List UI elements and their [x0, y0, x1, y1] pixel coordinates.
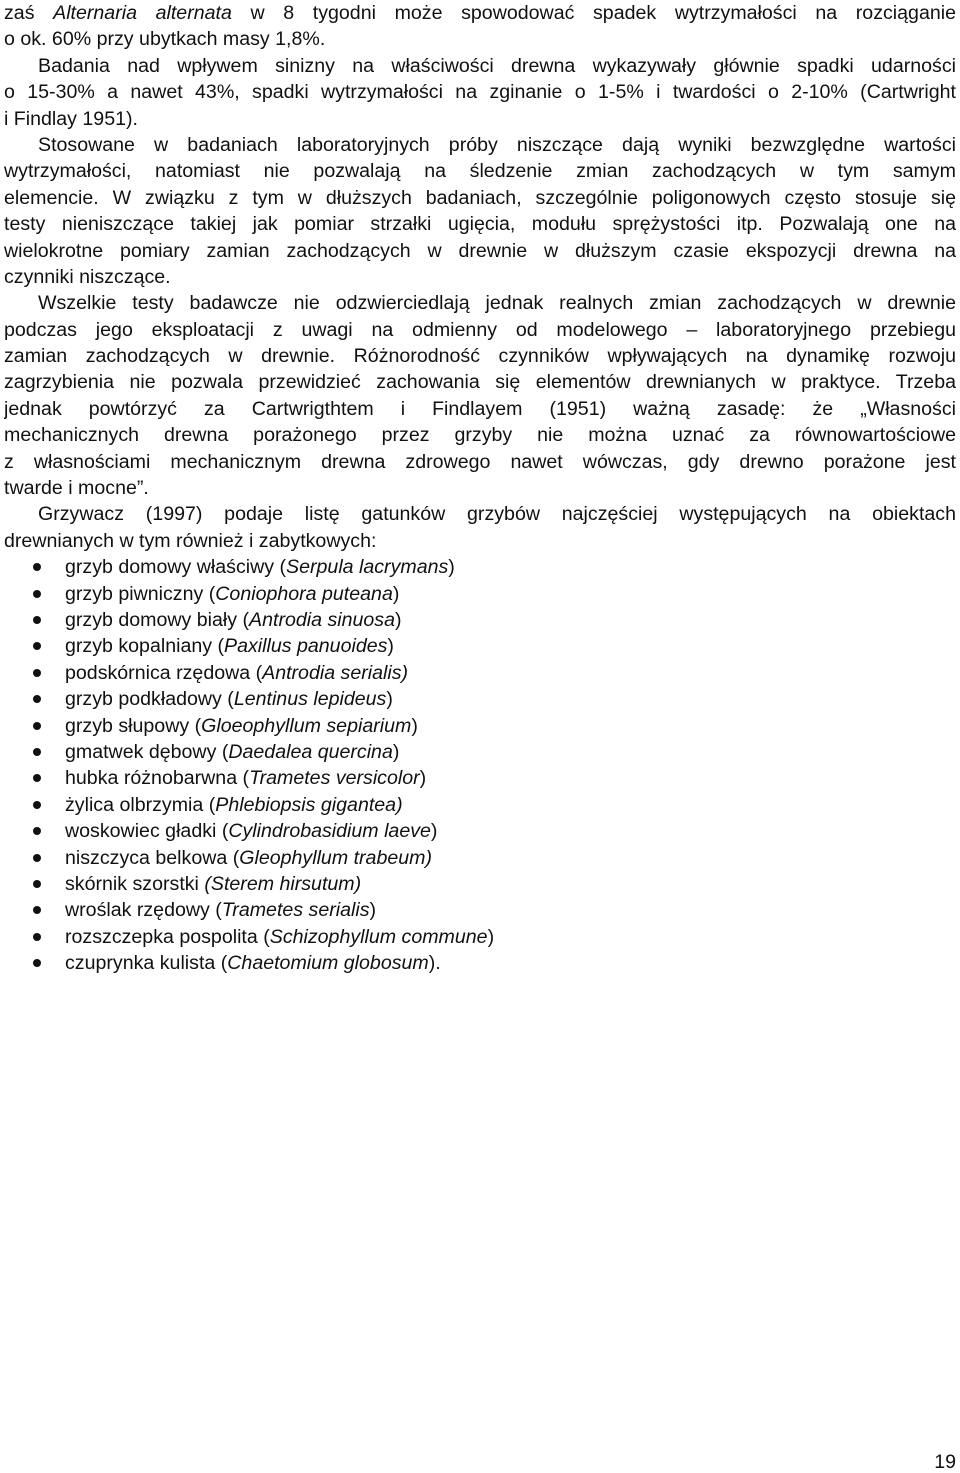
text-line: Stosowane w badaniach laboratoryjnych próby niszczące dają wyniki bezwzględne wartości	[38, 133, 956, 156]
text-line: zamian zachodzących w drewnie. Różnorodność czynników wpływających na dynamikę rozwoju	[4, 345, 956, 368]
paragraph-practice	[4, 290, 956, 501]
bullet-icon	[33, 616, 41, 624]
list-item	[4, 581, 956, 607]
list-item	[4, 633, 956, 659]
list-item	[4, 660, 956, 686]
species-common-name: )	[386, 688, 393, 711]
text-line: podczas jego eksploatacji z uwagi na odmienny od modelowego – laboratoryjnego przebiegu	[4, 318, 956, 341]
text-line: elemencie. W związku z tym w dłuższych badaniach, szczególnie poligonowych często stosuje się	[4, 186, 956, 209]
species-common-name: czuprynka kulista (	[65, 952, 228, 975]
paragraph-grzywacz	[4, 501, 956, 554]
species-common-name: wroślak rzędowy (	[65, 899, 222, 922]
species-common-name: grzyb domowy właściwy (	[65, 556, 287, 579]
species-latin-name: (Sterem hirsutum)	[204, 872, 362, 895]
bullet-icon	[33, 933, 41, 941]
list-item	[4, 871, 956, 897]
species-common-name: woskowiec gładki (	[65, 820, 229, 843]
species-latin-name: Phlebiopsis gigantea)	[215, 793, 403, 816]
species-latin-name: Trametes serialis	[221, 899, 370, 922]
species-common-name: )	[395, 608, 402, 631]
species-common-name: grzyb słupowy (	[65, 714, 202, 737]
bullet-icon	[33, 959, 41, 967]
text-line: Wszelkie testy badawcze nie odzwierciedlają jednak realnych zmian zachodzących w drewnie	[38, 292, 956, 315]
species-common-name: rozszczepka pospolita (	[65, 925, 270, 948]
species-latin-name: Coniophora puteana	[215, 582, 393, 605]
text-span: zaś	[4, 2, 54, 24]
species-name: Alternaria alternata	[53, 2, 232, 24]
text-line: jednak powtórzyć za Cartwrigthtem i Findlayem (1951) ważną zasadę: że „Własności	[4, 397, 956, 420]
list-item	[4, 924, 956, 950]
species-common-name: hubka różnobarwna (	[65, 767, 250, 790]
species-common-name: )	[392, 740, 400, 763]
text-line	[4, 0, 956, 26]
paragraph-tests	[4, 132, 956, 290]
fungi-list	[4, 554, 956, 976]
text-line: wytrzymałości, natomiast nie pozwalają na śledzenie zmian zachodzących w tym samym	[4, 160, 956, 183]
species-common-name: gmatwek dębowy (	[65, 740, 229, 763]
text-span: w 8 tygodni może spowodować spadek wytrzymałości na rozciąganie	[231, 2, 956, 24]
paragraph-sinizna	[4, 53, 956, 132]
list-item	[4, 739, 956, 765]
bullet-icon	[33, 722, 41, 730]
species-latin-name: Gloeophyllum sepiarium	[201, 714, 412, 737]
species-latin-name: Antrodia sinuosa	[249, 608, 395, 631]
text-line: testy nieniszczące takiej jak pomiar strzałki ugięcia, modułu sprężystości itp. Pozwalają one na	[4, 213, 956, 236]
species-common-name: )	[448, 556, 455, 579]
species-common-name: żylica olbrzymia (	[65, 793, 216, 816]
list-item	[4, 765, 956, 791]
bullet-icon	[33, 563, 41, 571]
species-latin-name: Daedalea quercina	[228, 740, 393, 763]
list-item	[4, 950, 956, 976]
species-common-name: )	[392, 582, 400, 605]
species-common-name: )	[387, 635, 394, 658]
species-latin-name: Cylindrobasidium laeve	[228, 820, 431, 843]
bullet-icon	[33, 695, 41, 703]
species-latin-name: Schizophyllum commune	[269, 925, 488, 948]
bullet-icon	[33, 774, 41, 782]
species-common-name: niszczyca belkowa (	[65, 846, 240, 869]
species-common-name: grzyb podkładowy (	[65, 688, 234, 711]
list-item	[4, 897, 956, 923]
text-line: o ok. 60% przy ubytkach masy 1,8%.	[4, 28, 326, 51]
species-latin-name: Gleophyllum trabeum)	[239, 846, 432, 869]
bullet-icon	[33, 801, 41, 809]
page-number: 19	[934, 1451, 956, 1473]
species-latin-name: Trametes versicolor	[249, 767, 420, 790]
species-common-name: )	[430, 820, 438, 843]
species-common-name: ).	[428, 952, 441, 975]
text-line: czynniki niszczące.	[4, 265, 171, 288]
bullet-icon	[33, 854, 41, 862]
species-common-name: )	[487, 925, 495, 948]
bullet-icon	[33, 590, 41, 598]
species-common-name: skórnik szorstki	[65, 872, 205, 895]
list-item	[4, 686, 956, 712]
list-item	[4, 713, 956, 739]
list-item	[4, 792, 956, 818]
species-latin-name: Paxillus panuoides	[224, 635, 388, 658]
body-text	[4, 0, 956, 976]
species-common-name: )	[411, 714, 418, 737]
species-latin-name: Serpula lacrymans	[286, 556, 449, 579]
text-line: wielokrotne pomiary zamian zachodzących w drewnie w dłuższym czasie ekspozycji drewna na	[4, 239, 956, 262]
list-item	[4, 607, 956, 633]
bullet-icon	[33, 748, 41, 756]
species-latin-name: Chaetomium globosum	[227, 952, 429, 975]
list-item	[4, 554, 956, 580]
bullet-icon	[33, 880, 41, 888]
bullet-icon	[33, 642, 41, 650]
species-common-name: )	[419, 767, 427, 790]
species-latin-name: Lentinus lepideus	[233, 688, 387, 711]
species-common-name: podskórnica rzędowa (	[65, 661, 263, 684]
list-item	[4, 845, 956, 871]
text-line: zagrzybienia nie pozwala przewidzieć zachowania się elementów drewnianych w praktyce. Trzeba	[4, 371, 956, 394]
text-line: Badania nad wpływem sinizny na właściwości drewna wykazywały głównie spadki udarności	[38, 54, 956, 77]
paragraph-alternaria	[4, 0, 956, 53]
text-line: i Findlay 1951).	[4, 107, 138, 130]
species-common-name: grzyb domowy biały (	[65, 608, 250, 631]
species-common-name: grzyb piwniczny (	[65, 582, 216, 605]
text-line: Grzywacz (1997) podaje listę gatunków grzybów najczęściej występujących na obiektach	[38, 503, 956, 526]
text-line: z własnościami mechanicznym drewna zdrowego nawet wówczas, gdy drewno porażone jest	[4, 450, 956, 473]
bullet-icon	[33, 827, 41, 835]
species-latin-name: Antrodia serialis)	[262, 661, 409, 684]
bullet-icon	[33, 669, 41, 677]
species-common-name: )	[369, 899, 377, 922]
species-common-name: grzyb kopalniany (	[65, 635, 225, 658]
text-line: o 15-30% a nawet 43%, spadki wytrzymałości na zginanie o 1-5% i twardości o 2-10% (Cartwright	[4, 81, 956, 104]
text-line: twarde i mocne”.	[4, 477, 149, 500]
bullet-icon	[33, 906, 41, 914]
list-item	[4, 818, 956, 844]
text-line: mechanicznych drewna porażonego przez grzyby nie można uznać za równowartościowe	[4, 424, 956, 447]
text-line: drewnianych w tym również i zabytkowych:	[4, 529, 377, 552]
